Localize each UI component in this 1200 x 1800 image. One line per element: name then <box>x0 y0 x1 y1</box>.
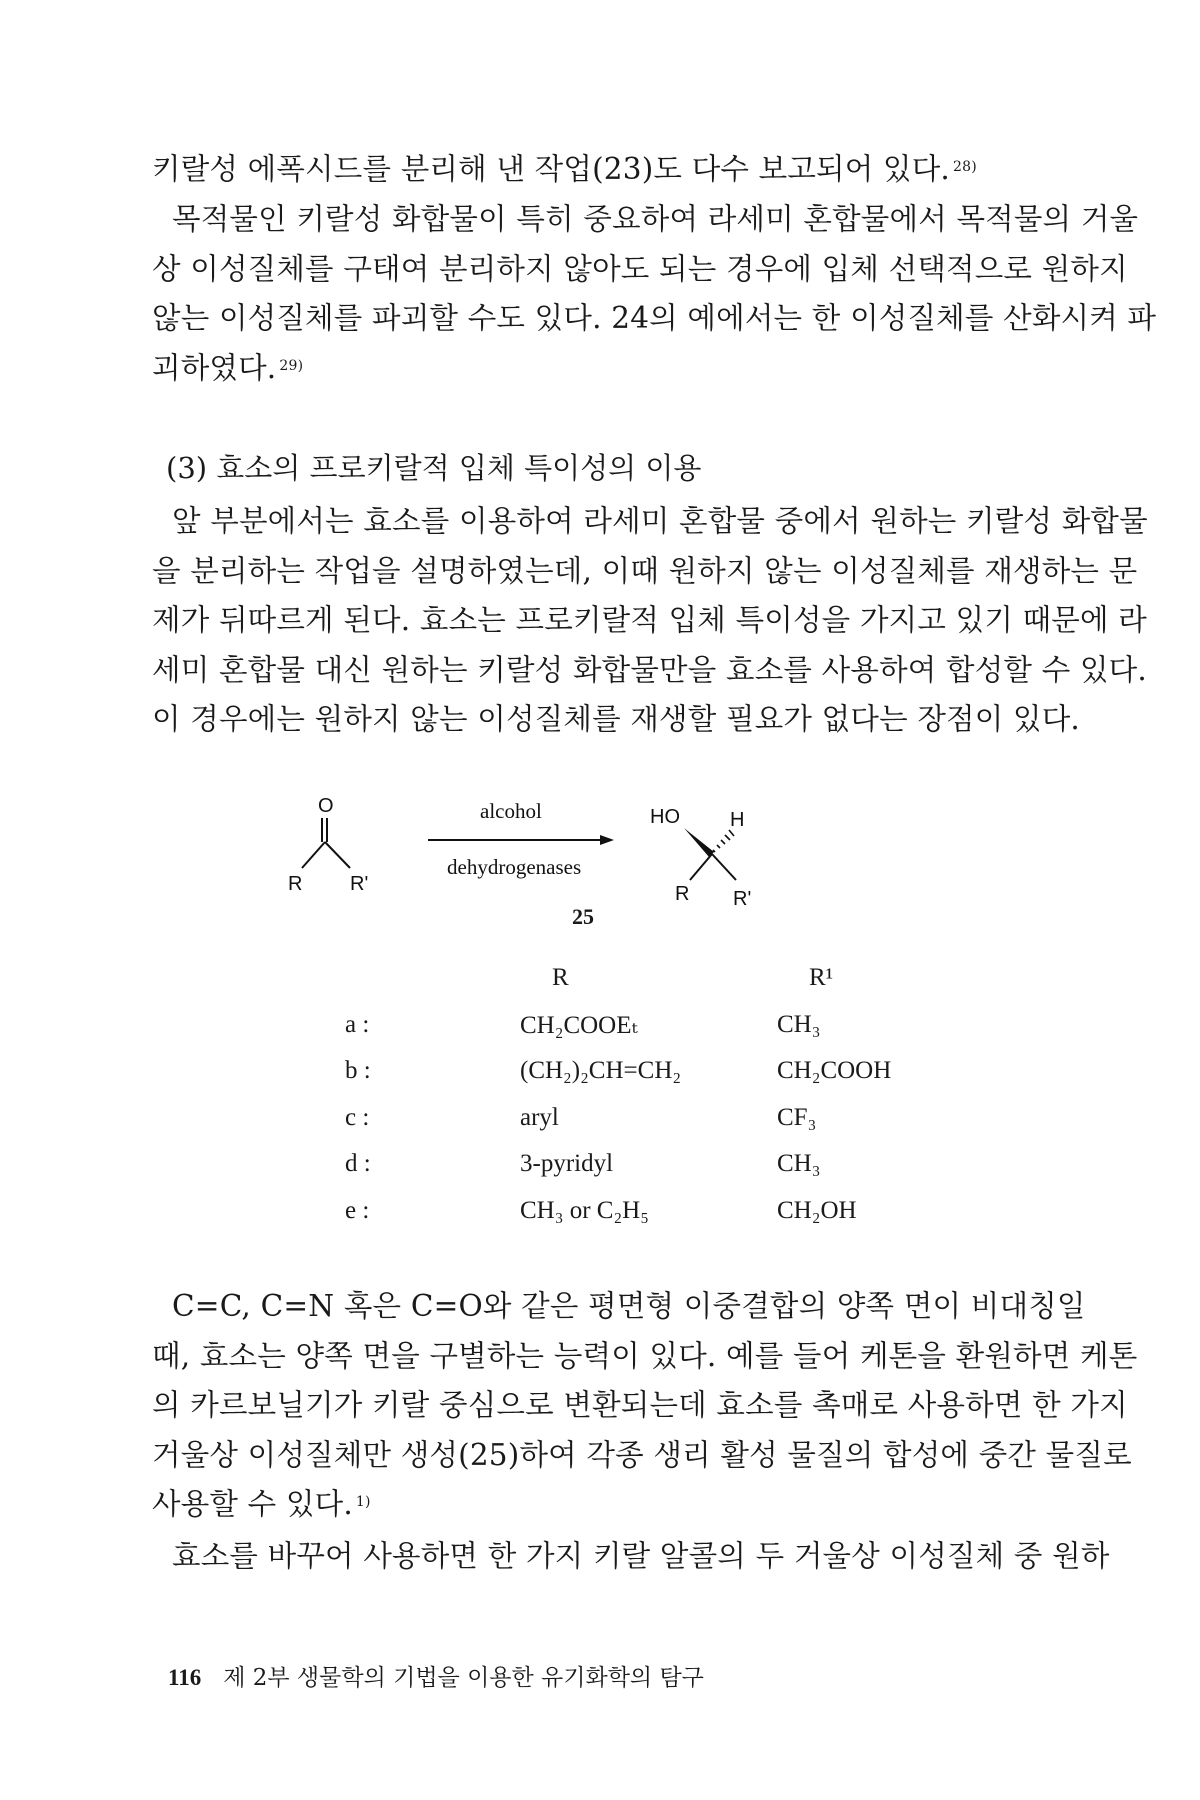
r1-value: CF₃ <box>777 1103 817 1131</box>
header-cell: R¹ <box>809 964 834 992</box>
text-line: 않는 이성질체를 파괴할 수도 있다. 24의 예에서는 한 이성질체를 산화시켜 파 <box>152 301 1157 335</box>
text-line: 때, 효소는 양쪽 면을 구별하는 능력이 있다. 예를 들어 케톤을 환원하면 케톤 <box>152 1338 1138 1373</box>
text-line: 제가 뒤따르게 된다. 효소는 프로키랄적 입체 특이성을 가지고 있기 때문에 라 <box>152 603 1147 637</box>
r1-value: CH₃ <box>777 1150 821 1178</box>
text-line: 을 분리하는 작업을 설명하였는데, 이때 원하지 않는 이성질체를 재생하는 문 <box>152 553 1138 588</box>
ketone-r-label: R <box>288 873 303 895</box>
r-value: CH₃ or C₂H₅ <box>520 1196 649 1224</box>
substituent-table <box>345 955 1009 1234</box>
paragraph-2 <box>152 195 1157 393</box>
table-row <box>345 1141 1009 1188</box>
text-line: 괴하였다. <box>152 350 277 385</box>
reagent-top: alcohol <box>480 799 542 823</box>
product-h-label: H <box>730 809 745 831</box>
r-value: aryl <box>520 1103 559 1131</box>
chapter-title: 제 2부 생물학의 기법을 이용한 유기화학의 탐구 <box>223 1665 704 1691</box>
table-row <box>345 1002 1009 1049</box>
text-line: 효소를 바꾸어 사용하면 한 가지 키랄 알콜의 두 거울상 이성질체 중 원하 <box>172 1539 1110 1573</box>
row-label: b : <box>345 1057 371 1085</box>
text-line: 의 카르보닐기가 키랄 중심으로 변환되는데 효소를 촉매로 사용하면 한 가지 <box>152 1388 1128 1422</box>
table-header <box>345 955 1009 1002</box>
header-cell <box>345 955 520 1002</box>
table-row <box>345 1095 1009 1142</box>
compound-number: 25 <box>572 904 594 929</box>
section-heading: (3) 효소의 프로키랄적 입체 특이성의 이용 <box>166 451 702 485</box>
ketone-structure <box>288 795 368 895</box>
text-line: C=C, C=N 혹은 C=O와 같은 평면형 이중결합의 양쪽 면이 비대칭일 <box>172 1289 1086 1323</box>
reaction-arrow <box>428 799 614 879</box>
footnote-ref: 29) <box>279 357 304 374</box>
alcohol-product-structure <box>650 806 751 910</box>
text-line: 키랄성 에폭시드를 분리해 낸 작업(23)도 다수 보고되어 있다. <box>152 152 951 186</box>
footnote-ref: 28) <box>953 159 977 175</box>
text-line: 이 경우에는 원하지 않는 이성질체를 재생할 필요가 없다는 장점이 있다. <box>152 702 1080 736</box>
reaction-scheme <box>288 790 900 940</box>
table-row <box>345 1048 1009 1095</box>
paragraph-3 <box>152 497 1148 745</box>
product-r2-label: R' <box>733 888 752 910</box>
row-label: a : <box>345 1010 370 1038</box>
paragraph-1 <box>152 145 1047 195</box>
r1-value: CH₃ <box>777 1010 821 1038</box>
row-label: d : <box>345 1150 371 1178</box>
r1-value: CH₂COOH <box>777 1057 892 1085</box>
text-line: 사용할 수 있다. <box>152 1487 353 1521</box>
text-line: 거울상 이성질체만 생성(25)하여 각종 생리 활성 물질의 합성에 중간 물질로 <box>152 1437 1132 1472</box>
text-line: 세미 혼합물 대신 원하는 키랄성 화합물만을 효소를 사용하여 합성할 수 있다. <box>152 652 1147 687</box>
product-ho-label: HO <box>650 806 680 828</box>
page-footer <box>168 1659 704 1692</box>
r-value: CH₂COOEₜ <box>520 1011 638 1039</box>
table-row <box>345 1188 1009 1235</box>
paragraph-5 <box>152 1532 1110 1582</box>
r-value: 3-pyridyl <box>520 1150 614 1178</box>
footnote-ref: 1) <box>355 1494 371 1510</box>
text-line: 앞 부분에서는 효소를 이용하여 라세미 혼합물 중에서 원하는 키랄성 화합물 <box>172 504 1148 538</box>
table-header-row <box>345 955 1009 1002</box>
row-label: c : <box>345 1103 370 1131</box>
row-label: e : <box>345 1196 370 1224</box>
reagent-bottom: dehydrogenases <box>447 855 582 879</box>
text-line: 상 이성질체를 구태여 분리하지 않아도 되는 경우에 입체 선택적으로 원하지 <box>152 251 1128 286</box>
paragraph-4 <box>152 1282 1138 1530</box>
page-number: 116 <box>168 1665 202 1690</box>
r-value: (CH₂)₂CH=CH₂ <box>520 1057 682 1085</box>
product-r-label: R <box>675 883 690 905</box>
header-cell: R <box>552 964 569 992</box>
r1-value: CH₂OH <box>777 1196 857 1224</box>
ketone-r2-label: R' <box>350 873 369 895</box>
ketone-oxygen-label: O <box>318 795 334 817</box>
text-line: 목적물인 키랄성 화합물이 특히 중요하여 라세미 혼합물에서 목적물의 거울 <box>172 202 1139 236</box>
